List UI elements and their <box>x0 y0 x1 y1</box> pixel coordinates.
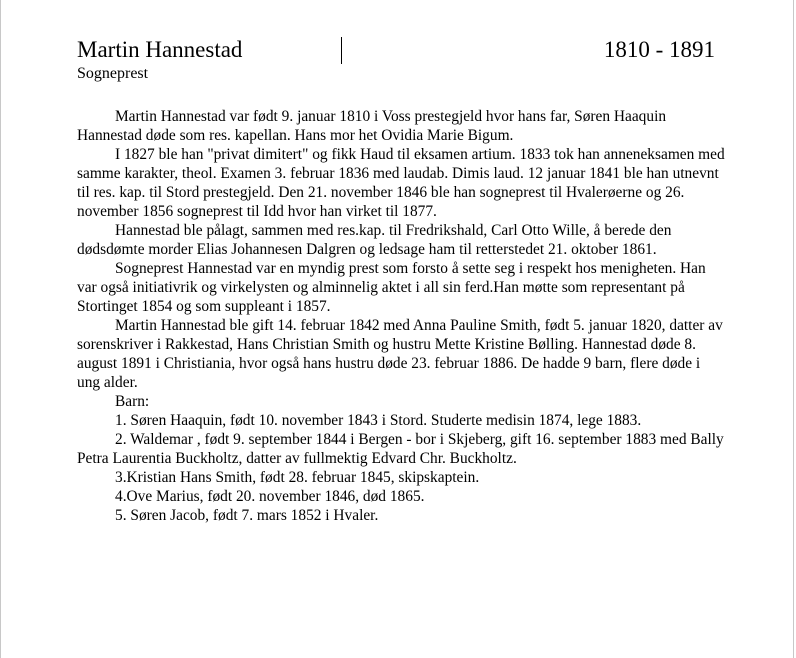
child-item: 1. Søren Haaquin, født 10. november 1843 i Stord. Studerte medisin 1874, lege 1883. <box>115 412 642 429</box>
child-item: 4.Ove Marius, født 20. november 1846, død 1865. <box>115 488 425 505</box>
children-heading: Barn: <box>115 393 150 410</box>
paragraph-character: Sogneprest Hannestad var en myndig prest som forsto å sette seg i respekt hos menigheten. Han var også initiativrik og virkelysten og alminnelig aktet i all sin ferd.Han møtte som representant på Stortinget 1854 og som suppleant i 1857. <box>77 260 706 315</box>
header-divider <box>341 37 342 64</box>
paragraph-education: I 1827 ble han "privat dimitert" og fikk Haud til eksamen artium. 1833 tok han anneneksamen med samme karakter, theol. Examen 3. februar 1836 med laudab. Dimis laud. 12 januar 1841 ble han utnevnt til res. kap. til Stord prestegjeld. Den 21. november 1846 ble han sogneprest til Hvalerøerne og 26. november 1856 sogneprest til Idd hvor han virket til 1877. <box>77 146 725 220</box>
paragraph-marriage: Martin Hannestad ble gift 14. februar 1842 med Anna Pauline Smith, født 5. januar 1820, datter av sorenskriver i Rakkestad, Hans Christian Smith og hustru Mette Kristine Bølling. Hannestad døde 8. august 1891 i Christiania, hvor også hans hustru døde 23. februar 1886. De hadde 9 barn, flere døde i ung alder. <box>77 317 723 391</box>
child-item: 3.Kristian Hans Smith, født 28. februar 1845, skipskaptein. <box>115 469 480 486</box>
page-left-edge <box>0 0 1 658</box>
paragraph-execution-duty: Hannestad ble pålagt, sammen med res.kap. til Fredrikshald, Carl Otto Wille, å berede den dødsdømte morder Elias Johannesen Dalgren og ledsage ham til retterstedet 21. oktober 1861. <box>77 222 672 258</box>
life-years: 1810 - 1891 <box>603 37 715 62</box>
person-name: Martin Hannestad <box>77 37 243 62</box>
child-item: 5. Søren Jacob, født 7. mars 1852 i Hvaler. <box>115 507 379 524</box>
paragraph-birth: Martin Hannestad var født 9. januar 1810 i Voss prestegjeld hvor hans far, Søren Haaquin Hannestad døde som res. kapellan. Hans mor het Ovidia Marie Bigum. <box>77 108 667 144</box>
person-role: Sogneprest <box>77 65 149 82</box>
page-right-edge <box>793 0 794 658</box>
document-body <box>77 107 727 525</box>
document-header <box>77 36 717 88</box>
child-item: 2. Waldemar , født 9. september 1844 i Bergen - bor i Skjeberg, gift 16. september 1883 med Bally Petra Laurentia Buckholtz, datter av fullmektig Edvard Chr. Buckholtz. <box>77 431 724 467</box>
